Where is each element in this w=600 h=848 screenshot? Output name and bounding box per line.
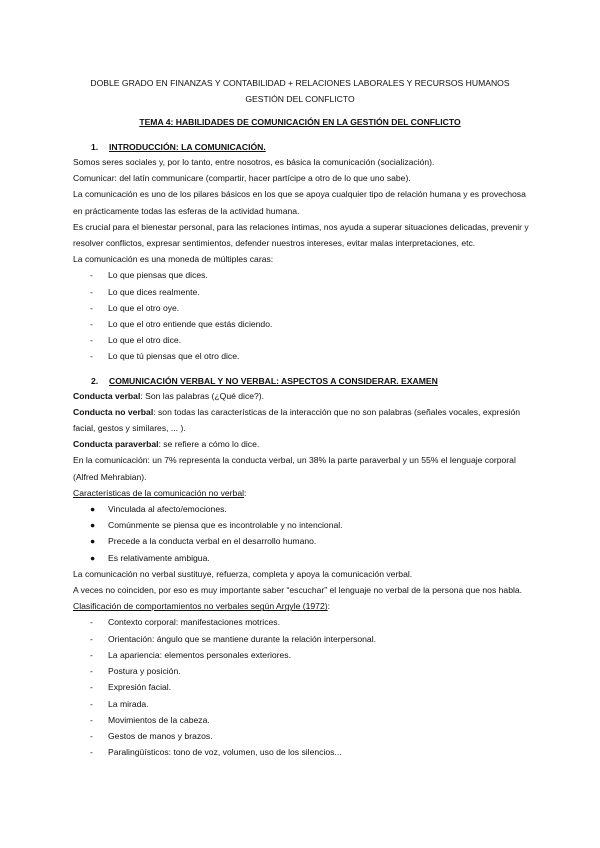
document-header	[0, 75, 600, 107]
list-item: - Lo que tú piensas que el otro dice.	[90, 351, 240, 362]
list-item: - Contexto corporal: manifestaciones motrices.	[90, 617, 280, 628]
classification-heading: Clasificación de comportamientos no verbales según Argyle (1972):	[73, 601, 330, 612]
characteristics-heading: Características de la comunicación no verbal:	[73, 487, 247, 498]
section-1-title: INTRODUCCIÓN: LA COMUNICACIÓN.	[109, 142, 266, 152]
section-1-number: 1.	[91, 142, 99, 152]
paragraph: Somos seres sociales y, por lo tanto, entre nosotros, es básica la comunicación (socialización).	[73, 157, 435, 167]
list-item: - La mirada.	[90, 698, 149, 709]
header-degree: DOBLE GRADO EN FINANZAS Y CONTABILIDAD + RELACIONES LABORALES Y RECURSOS HUMANOS	[90, 78, 510, 88]
list-item: ● Precede a la conducta verbal en el desarrollo humano.	[90, 536, 317, 547]
list-item: ● Es relativamente ambigua.	[90, 552, 210, 563]
topic-title: TEMA 4: HABILIDADES DE COMUNICACIÓN EN LA GESTIÓN DEL CONFLICTO	[139, 117, 461, 127]
mehrabian-paragraph: En la comunicación: un 7% representa la conducta verbal, un 38% la parte paraverbal y un 55% el lenguaje corporal (Alfred Mehrabian).	[73, 455, 516, 482]
classification-list	[0, 614, 600, 760]
list-item: - Movimientos de la cabeza.	[90, 714, 210, 725]
paraverbal-definition: Conducta paraverbal: se refiere a cómo lo dice.	[73, 439, 260, 450]
paragraph: Es crucial para el bienestar personal, para las relaciones íntimas, nos ayuda a superar situaciones delicadas, prevenir y resolver conflictos, expresar sentimientos, defender nuestros intereses, evitar malas interpretaciones, etc.	[73, 221, 529, 249]
paragraph: Comunicar: del latín communicare (compartir, hacer partícipe a otro de lo que uno sabe).	[73, 173, 411, 184]
list-item: - Orientación: ángulo que se mantiene durante la relación interpersonal.	[90, 633, 377, 644]
verbal-definition: Conducta verbal: Son las palabras (¿Qué dice?).	[73, 390, 265, 401]
list-item: ● Comúnmente se piensa que es incontrolable y no intencional.	[90, 520, 343, 531]
nonverbal-definition: Conducta no verbal: son todas las características de la interacción que no son palabras (señales vocales, expresión facial, gestos y similares, ... ).	[73, 406, 521, 434]
section-1-heading	[91, 140, 600, 154]
list-item: - Lo que el otro entiende que estás diciendo.	[90, 319, 273, 330]
section-2-heading	[91, 374, 600, 388]
section-2-number: 2.	[91, 375, 99, 386]
list-item: - La apariencia: elementos personales exteriores.	[90, 649, 291, 660]
list-item: - Lo que el otro oye.	[90, 302, 180, 313]
header-subject: GESTIÓN DEL CONFLICTO	[245, 94, 355, 104]
paragraph: La comunicación no verbal sustituye, refuerza, completa y apoya la comunicación verbal.	[73, 568, 413, 579]
characteristics-list	[0, 501, 600, 566]
section-2-title: COMUNICACIÓN VERBAL Y NO VERBAL: ASPECTOS A CONSIDERAR. EXAMEN	[109, 375, 438, 386]
list-item: - Gestos de manos y brazos.	[90, 730, 213, 741]
paragraph: La comunicación es una moneda de múltiples caras:	[73, 254, 274, 265]
list-item: - Lo que piensas que dices.	[90, 270, 208, 281]
list-item: - Paralingüísticos: tono de voz, volumen, uso de los silencios...	[90, 747, 342, 758]
paragraph: La comunicación es uno de los pilares básicos en los que se apoya cualquier tipo de relación humana y es provechosa en prácticamente todas las esferas de la actividad humana.	[73, 189, 526, 216]
list-item: - Expresión facial.	[90, 682, 172, 693]
list-item: - Lo que el otro dice.	[90, 335, 182, 346]
list-item: - Postura y posición.	[90, 666, 181, 677]
paragraph: A veces no coinciden, por eso es muy importante saber “escuchar” el lenguaje no verbal de la persona que nos habla.	[73, 585, 523, 596]
list-item: - Lo que dices realmente.	[90, 286, 200, 297]
faces-list	[0, 267, 600, 364]
list-item: ● Vinculada al afecto/emociones.	[90, 504, 227, 515]
